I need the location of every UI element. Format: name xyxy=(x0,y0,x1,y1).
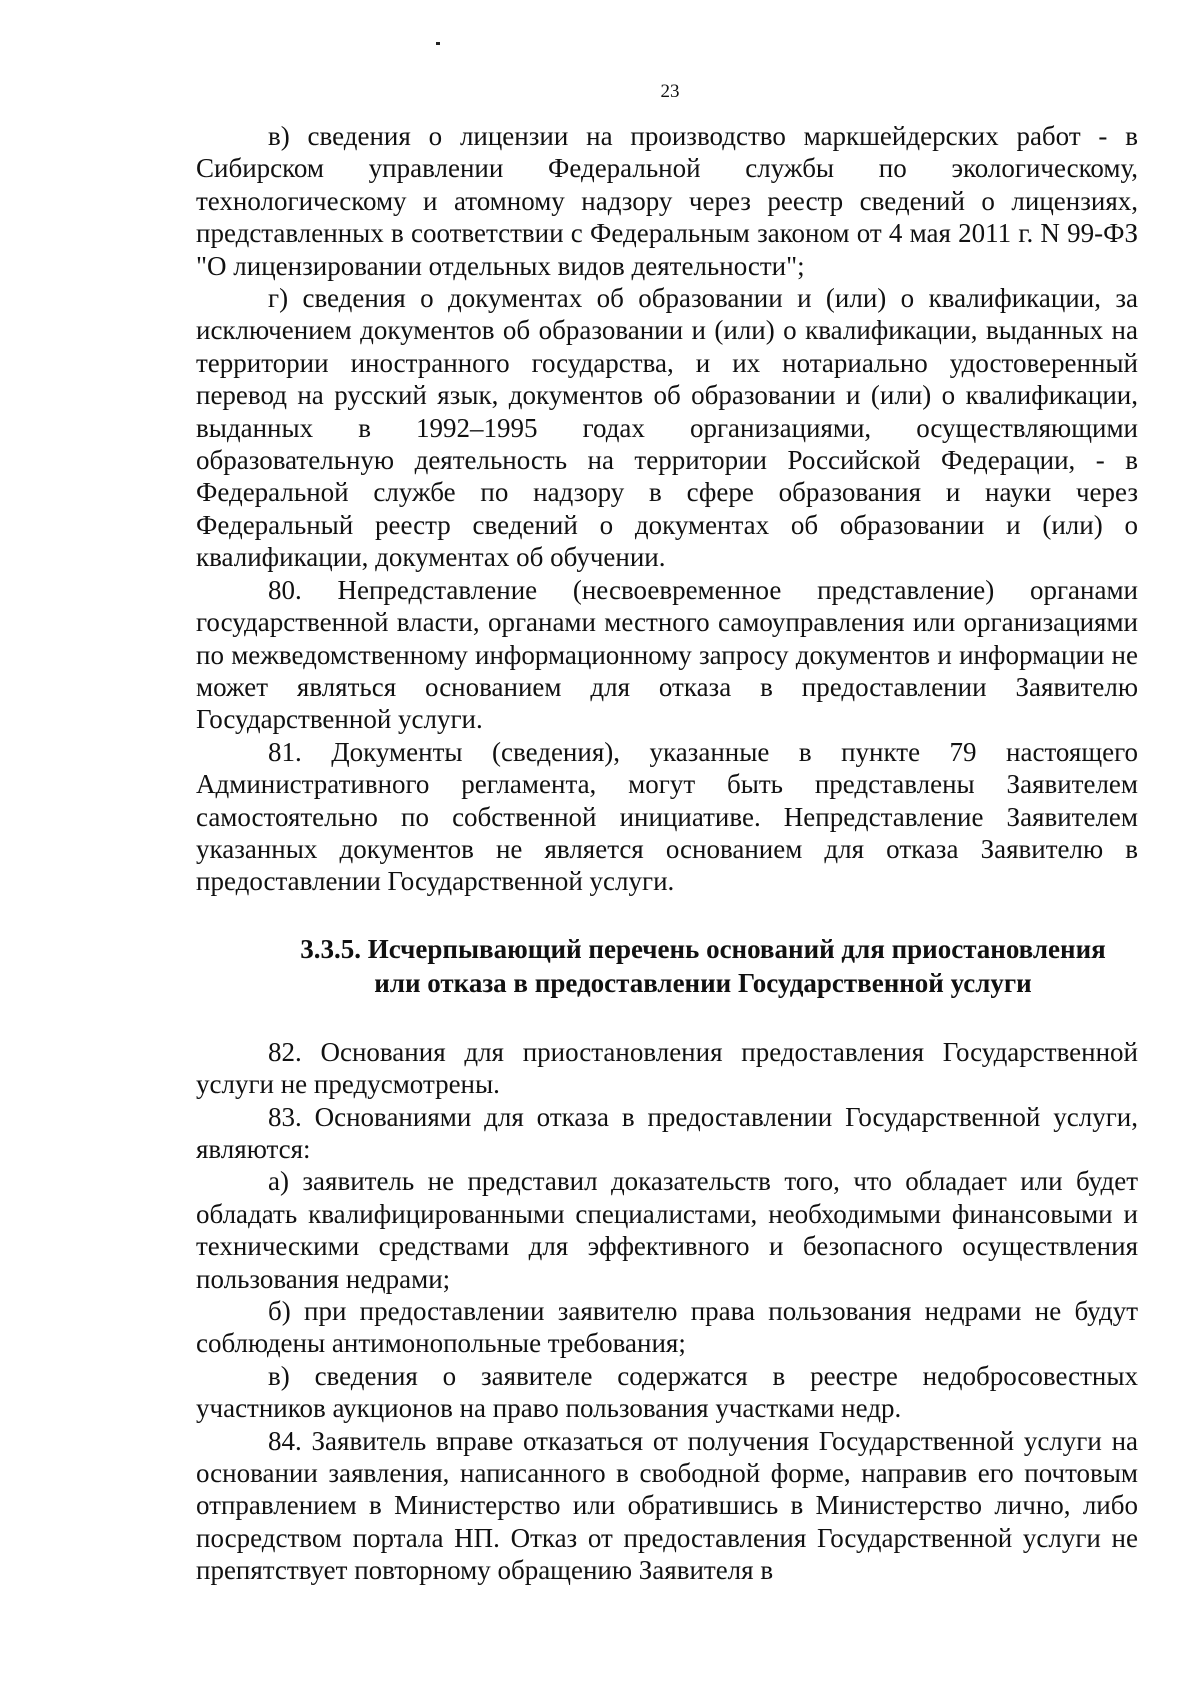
paragraph-83-b: б) при предоставлении заявителю права пользования недрами не будут соблюдены антимонопольные требования; xyxy=(196,1296,1138,1359)
paragraph-83-v: в) сведения о заявителе содержатся в реестре недобросовестных участников аукционов на право пользования участками недр. xyxy=(196,1360,1138,1424)
paragraph-80: 80. Непредставление (несвоевременное представление) органами государственной власти, органами местного самоуправления или организациями по межведомственному информационному запросу документов и информации не может являться основанием для отказа в предоставлении Заявителю Государственной услуги. xyxy=(196,574,1138,735)
scan-speck xyxy=(436,42,440,45)
paragraph-84: 84. Заявитель вправе отказаться от получения Государственной услуги на основании заявления, написанного в свободной форме, направив его почтовым отправлением в Министерство или обратившись в Министерство лично, либо посредством портала НП. Отказ от предоставления Государственной услуги не препятствует повторному обращению Заявителя в xyxy=(196,1425,1138,1586)
section-heading-3-3-5 xyxy=(196,932,1138,1000)
section-heading-line-1: 3.3.5. Исчерпывающий перечень оснований для приостановления xyxy=(300,933,1106,964)
document-body xyxy=(196,120,1138,1587)
section-heading-line-2: или отказа в предоставлении Государственной услуги xyxy=(374,967,1032,998)
paragraph-83: 83. Основаниями для отказа в предоставлении Государственной услуги, являются: xyxy=(196,1101,1138,1164)
paragraph-82: 82. Основания для приостановления предоставления Государственной услуги не предусмотрены. xyxy=(196,1036,1138,1100)
paragraph-83-a: а) заявитель не представил доказательств того, что обладает или будет обладать квалифицированными специалистами, необходимыми финансовыми и техническими средствами для эффективного и безопасного осуществления пользования недрами; xyxy=(196,1166,1138,1294)
paragraph-81: 81. Документы (сведения), указанные в пункте 79 настоящего Административного регламента, могут быть представлены Заявителем самостоятельно по собственной инициативе. Непредставление Заявителем указанных документов не является основанием для отказа Заявителю в предоставлении Государственной услуги. xyxy=(196,736,1138,897)
paragraph-g-education-docs: г) сведения о документах об образовании и (или) о квалификации, за исключением документов об образовании и (или) о квалификации, выданных на территории иностранного государства, и их нотариально удостоверенный перевод на русский язык, документов об образовании и (или) о квалификации, выданных в 1992–1995 годах организациями, осуществляющими образовательную деятельность на территории Российской Федерации, - в Федеральной службе по надзору в сфере образования и науки через Федеральный реестр сведений о документах об образовании и (или) о квалификации, документах об обучении. xyxy=(196,283,1138,573)
page-number: 23 xyxy=(660,81,680,102)
paragraph-v-license-info: в) сведения о лицензии на производство маркшейдерских работ - в Сибирском управлении Федеральной службы по экологическому, технологическому и атомному надзору через реестр сведений о лицензиях, представленных в соответствии с Федеральным законом от 4 мая 2011 г. N 99-ФЗ "О лицензировании отдельных видов деятельности"; xyxy=(196,121,1138,281)
